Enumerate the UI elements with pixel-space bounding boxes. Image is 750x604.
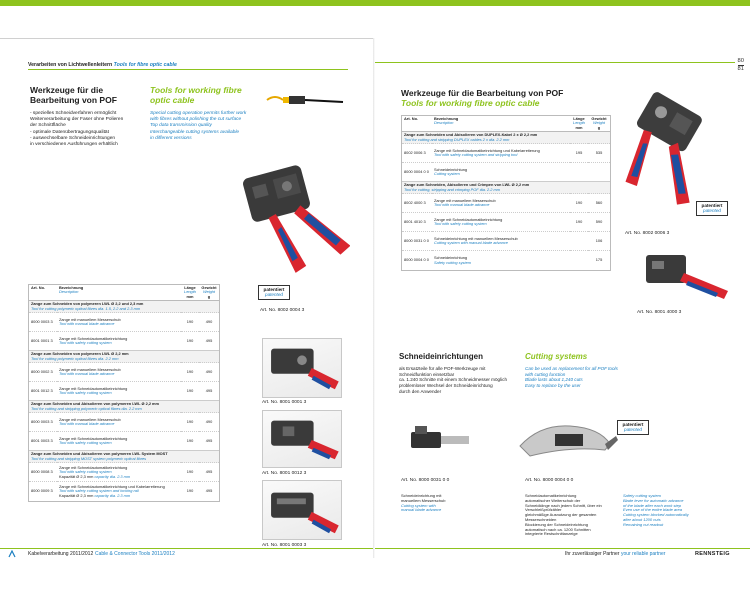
bullet-de: in verschiedenen Ausführungen erhältlich: [30, 142, 118, 148]
col-weight: [199, 285, 219, 301]
col-desc: [57, 285, 181, 301]
bullet-en: with fibres without polishing the cut surface: [150, 117, 242, 123]
art-no-main: Art. No. 8002 0004 3: [260, 308, 305, 313]
caption-b-en: Remaining cut readout: [623, 521, 664, 527]
cell-desc: [432, 232, 570, 251]
left-title-en: Tools for working fibre optic cable: [150, 85, 242, 105]
cutting-system-photo-b: [510, 406, 620, 474]
cell-desc-de: Zange mit Schneidautomatikeinrichtung und Kabelarretierung: [434, 147, 540, 153]
cell-desc: [57, 363, 181, 382]
fibre-connector-graphic: [265, 90, 345, 114]
col-weight-en: Weight: [592, 120, 606, 126]
cutting-caption-b-en: [623, 494, 723, 528]
art-no-photo-3: Art. No. 8001 0003 3: [262, 543, 307, 548]
cell-desc-en: Tool with safety cutting system: [59, 390, 112, 396]
cell-length: [570, 251, 588, 270]
caption-b-en: after about 1200 cuts: [623, 516, 661, 522]
cell-weight: [588, 163, 610, 182]
col-length-en: Length: [573, 120, 585, 126]
cutting-title-de: Schneideinrichtungen: [399, 352, 484, 361]
cutting-line-en: with cutting function: [525, 371, 566, 377]
bullet-en: Interchangeable cutting systems available: [150, 129, 240, 135]
cell-art: 8000 0003 3: [29, 413, 57, 432]
cell-weight: 175: [588, 251, 610, 270]
left-footer: [0, 548, 375, 558]
caption-b-en: Even use of the entire blade area: [623, 507, 682, 513]
tool-photo-3: [262, 480, 342, 540]
caption-b-de: Messerschneiden: [525, 516, 557, 522]
cell-desc: [432, 163, 570, 182]
left-bullets-en: [150, 111, 260, 142]
cell-weight: 590: [588, 213, 610, 232]
cell-desc: [57, 313, 181, 332]
cutting-line-en: Blade lasts about 1,240 cuts: [525, 377, 583, 383]
cell-desc-de: Zange mit Schneidautomatikeinrichtung: [59, 385, 128, 391]
col-art: Art. No.: [402, 116, 432, 132]
caption-b-de: gleichmäßige Ausnutzung der gesamten: [525, 512, 597, 518]
main-tool-photo: [232, 148, 350, 278]
cell-desc-de: Zange mit manuellem Messerschub: [59, 366, 121, 372]
cell-length: 190: [181, 432, 199, 451]
caption-b-de: Schneidklinge nach jedem Schnitt, über ein: [525, 502, 602, 508]
cell-desc-en: Tool with safety cutting system: [59, 440, 112, 446]
top-green-bar: [0, 0, 750, 6]
col-length: [570, 116, 588, 132]
cell-length: 190: [181, 463, 199, 482]
table-row: [402, 194, 610, 213]
cutting-text-de: [399, 366, 519, 395]
page-numbers: [738, 58, 744, 73]
col-weight-unit: g: [597, 124, 601, 130]
cell-length: 190: [570, 213, 588, 232]
caption-b-en: of the blade after each work step: [623, 502, 682, 508]
table-row: [402, 232, 610, 251]
col-weight: [588, 116, 610, 132]
cell-extra-de: Kapazität Ø 2,3 mm: [59, 473, 94, 479]
cell-art: 8001 0003 3: [29, 432, 57, 451]
header-rule: [28, 69, 348, 70]
left-title-de: Werkzeuge für die Bearbeitung von POF: [30, 85, 117, 105]
cutting-line-de: durch den Anwender: [399, 388, 442, 394]
col-length-unit: mm: [575, 124, 583, 130]
table-row: [29, 313, 219, 332]
cell-weight: 495: [199, 382, 219, 401]
group-title-en: Tool for cutting and stripping DUPLEX cables 2 x dia. 2.2 mm: [404, 136, 510, 142]
bullet-de: - optimale Datenübertragungsqualität: [30, 129, 109, 135]
cell-art: 8000 0004 0 0: [402, 163, 432, 182]
cell-length: 190: [181, 363, 199, 382]
art-no-duplex: Art. No. 8002 0006 3: [625, 231, 670, 236]
cell-desc: [57, 432, 181, 451]
cutting-line-en: Can be used as replacement for all POF tools: [525, 366, 618, 371]
cell-desc-en: Tool with manual blade advance: [59, 371, 115, 377]
col-desc-en: Description: [59, 289, 79, 295]
cell-length: 190: [181, 413, 199, 432]
patent-badge-right: [696, 201, 728, 216]
group-title-en: Tool for cutting and stripping MOST system polymeric optical fibres: [31, 455, 147, 461]
cell-desc-en: Cutting system: [434, 171, 460, 177]
cell-desc-de: Zange mit Schneidautomatikeinrichtung: [59, 464, 128, 470]
group-title-de: Zange zum Schneiden, Abisolieren und Crimpen von LWL Ø 2,2 mm: [404, 182, 530, 188]
table-row: [29, 363, 219, 382]
crimp-tool-photo: [640, 243, 730, 308]
art-no-cutting-b: Art. No. 8000 0004 0 0: [525, 478, 574, 483]
cell-desc: [432, 194, 570, 213]
section-header-en: Tools for fibre optic cable: [113, 62, 177, 68]
cutting-caption-a: [401, 494, 501, 513]
left-top-rule: [0, 38, 375, 39]
caption-b-de: integrierte Restschnittanzeige: [525, 531, 578, 537]
right-title-de: Werkzeuge für die Bearbeitung von POF: [401, 88, 564, 98]
page-number-right: 81: [737, 65, 744, 72]
col-weight-de: Gewicht: [591, 116, 607, 121]
group-title-de: Zange zum Schneiden von polymeren LWL Ø 2,2 mm: [31, 351, 129, 357]
cell-length: 190: [181, 382, 199, 401]
table-group-row: [29, 301, 219, 313]
cell-desc: [432, 213, 570, 232]
cutting-line-de: ca. 1.240 Schnitte mit einem Schneidmesser möglich: [399, 377, 508, 383]
section-header-de: Verarbeiten von Lichtwellenleitern: [28, 62, 113, 68]
bullet-en: Special cutting operation permits further work: [150, 111, 247, 116]
table-row: [29, 413, 219, 432]
cell-desc-en: Tool with manual blade advance: [59, 321, 115, 327]
cutting-text-en: [525, 366, 645, 389]
tool-photo-1: [262, 338, 342, 398]
table-group-row: [29, 351, 219, 363]
right-footer: [375, 548, 750, 558]
cell-weight: 495: [199, 432, 219, 451]
group-title-en: Tool for cutting and stripping polymeric optical fibres dia. 2.2 mm: [31, 405, 142, 411]
table-row: [402, 251, 610, 270]
tool-photo-2: [262, 410, 342, 468]
cell-art: 8000 0031 0 0: [402, 232, 432, 251]
left-page: [0, 38, 375, 558]
group-title-de: Zange zum Schneiden und Abisolieren von polymeren LWL Ø 2,2 mm: [31, 401, 159, 407]
patent-badge-en: patented: [265, 292, 283, 298]
group-title-en: Tool for cutting polymeric optical fibres dia. 1.5, 2.2 and 2.3 mm: [31, 305, 141, 311]
footer-brand-de: Kabelverarbeitung 2011/2012: [28, 551, 94, 557]
cell-art: 8000 0004 0 0: [402, 251, 432, 270]
cell-desc-en: Tool with safety cutting system: [59, 469, 112, 475]
bullet-en: Top data transmission quality: [150, 123, 212, 129]
bullet-de: - spezielles Schneidverfahren ermöglicht: [30, 111, 117, 116]
cell-desc-de: Schneideinrichtung mit manuellem Messerschub: [434, 235, 518, 241]
group-title-de: Zange zum Schneiden von polymeren LWL Ø 2,2 und 2,3 mm: [31, 301, 144, 307]
patent-badge: [258, 285, 290, 300]
col-weight-unit: g: [207, 293, 211, 299]
art-no-photo-1: Art. No. 8001 0001 3: [262, 400, 307, 405]
caption-b-en: Cutting system blocked automatically: [623, 512, 689, 518]
cell-art: 8001 0012 3: [29, 382, 57, 401]
cell-weight: 495: [199, 482, 219, 501]
table-row: [29, 482, 219, 501]
bullet-de: der Schnittfläche: [30, 123, 66, 129]
patent-badge-de: patentiert: [622, 422, 644, 427]
cell-art: 8002 0006 3: [402, 144, 432, 163]
patent-badge-de: patentiert: [263, 287, 285, 292]
cutting-system-photo-a: [405, 416, 475, 466]
caption-b-en: Safety cutting system: [623, 493, 662, 498]
art-no-photo-2: Art. No. 8001 0012 3: [262, 471, 307, 476]
table-row: [29, 332, 219, 351]
cell-desc: [57, 413, 181, 432]
patent-badge-en: patented: [624, 427, 642, 433]
cell-length: 190: [181, 482, 199, 501]
table-row: [402, 144, 610, 163]
col-length-de: Länge: [184, 285, 196, 290]
cell-desc-de: Zange mit Schneidautomatikeinrichtung und Kabelarretierung: [59, 483, 165, 489]
left-product-table: [28, 284, 220, 502]
patent-badge-cutting: [617, 420, 649, 435]
footer-partner-en: your reliable partner: [621, 551, 666, 557]
section-header: [28, 62, 177, 68]
cell-weight: 560: [588, 194, 610, 213]
caption-b-de: Schneidautomatikeinrichtung: [525, 493, 577, 498]
cell-desc: [57, 382, 181, 401]
bullet-de: Weiterverarbeitung der Faser ohne Polieren: [30, 117, 124, 123]
cell-desc: [57, 482, 181, 501]
col-desc-de: Bezeichnung: [434, 116, 459, 121]
cell-weight: 535: [588, 144, 610, 163]
cell-desc: [432, 144, 570, 163]
footer-brand-en: Cable & Connector Tools 2011/2012: [95, 551, 175, 557]
col-desc-en: Description: [434, 120, 454, 126]
caption-b-de: automatisch nach ca. 1200 Schnitten: [525, 526, 591, 532]
cell-art: 8001 4010 3: [402, 213, 432, 232]
cell-length: 195: [570, 144, 588, 163]
art-no-cutting-a: Art. No. 8000 0031 0 0: [401, 478, 450, 483]
col-length-de: Länge: [573, 116, 585, 121]
cutting-title-en: Cutting systems: [525, 352, 588, 361]
table-row: [29, 432, 219, 451]
cell-desc-en: Cutting system with manual blade advance: [434, 240, 508, 246]
cell-weight: 495: [199, 463, 219, 482]
bullet-de: - auswechselbare Schneideinrichtungen: [30, 135, 116, 141]
cutting-line-de: als Ersatzteile für alle POF-Werkzeuge mit: [399, 366, 486, 371]
cell-length: 190: [181, 313, 199, 332]
caption-a-en: Cutting system with: [401, 502, 436, 508]
cell-extra-en: capacity dia. 2.3 mm: [94, 492, 131, 498]
cell-desc-de: Zange mit Schneidautomatikeinrichtung: [434, 216, 503, 222]
cell-desc-en: Tool with manual blade advance: [434, 202, 490, 208]
table-row: [29, 463, 219, 482]
table-row: [29, 382, 219, 401]
caption-a-en: manual blade advance: [401, 507, 442, 513]
right-page: [375, 38, 750, 558]
rennsteig-logo: RENNSTEIG: [695, 551, 730, 557]
cell-desc-en: Tool with safety cutting system and locking rail: [59, 488, 139, 494]
cutting-line-de: problemloser Wechsel der Schneideinrichtung: [399, 383, 493, 389]
cell-art: 8000 0008 3: [29, 463, 57, 482]
cutting-line-en: Easy to replace by the user: [525, 383, 581, 389]
table-row: [402, 163, 610, 182]
cell-extra-de: Kapazität Ø 2,3 mm: [59, 492, 94, 498]
right-header-rule: [375, 62, 735, 63]
left-bullets-de: [30, 111, 140, 148]
cell-desc-en: Tool with manual blade advance: [59, 421, 115, 427]
cell-extra-en: capacity dia. 2.3 mm: [94, 473, 131, 479]
table-group-row: [402, 132, 610, 144]
cell-length: [570, 163, 588, 182]
col-desc-de: Bezeichnung: [59, 285, 84, 290]
table-group-row: [29, 401, 219, 413]
right-product-table: [401, 115, 611, 271]
cell-art: 8000 0009 3: [29, 482, 57, 501]
patent-badge-en: patented: [703, 208, 721, 214]
cell-length: 190: [570, 194, 588, 213]
caption-b-de: Blockierung der Schneideinrichtung: [525, 521, 588, 527]
cell-desc-de: Schneideinrichtung: [434, 166, 468, 172]
col-length-unit: mm: [186, 293, 194, 299]
cell-weight: 495: [199, 332, 219, 351]
footer-partner-de: Ihr zuverlässiger Partner: [565, 551, 620, 557]
cell-desc: [57, 463, 181, 482]
col-weight-en: Weight: [202, 289, 216, 295]
bullet-en: in different versions: [150, 135, 192, 141]
table-row: [402, 213, 610, 232]
caption-b-de: automatischer Weiterschub der: [525, 497, 581, 503]
group-title-de: Zange zum Schneiden und Abisolieren von polymeren LWL System MOST: [31, 451, 168, 457]
group-title-en: Tool for cutting polymeric optical fibres dia. 2.2 mm: [31, 355, 119, 361]
cell-desc-de: Zange mit Schneidautomatikeinrichtung: [59, 335, 128, 341]
cell-art: 8000 0003 3: [29, 313, 57, 332]
art-no-crimp: Art. No. 8001 4000 3: [637, 310, 682, 315]
table-group-row: [29, 451, 219, 463]
caption-b-en: Blade lever for automatic advance: [623, 497, 684, 503]
col-length: [181, 285, 199, 301]
cell-desc: [432, 251, 570, 270]
page-number-left: 80: [737, 58, 744, 64]
col-weight-de: Gewicht: [201, 285, 217, 290]
cell-weight: 106: [588, 232, 610, 251]
group-title-de: Zange zum Schneiden und Abisolieren von DUPLEX-Kabel 2 x Ø 2,2 mm: [404, 132, 538, 138]
cell-desc: [57, 332, 181, 351]
cell-desc-en: Tool with safety cutting system and stripping tool: [434, 152, 518, 158]
cell-art: 8002 4000 3: [402, 194, 432, 213]
cutting-line-de: Schneidfunktion einsetzbar: [399, 371, 455, 377]
group-title-en: Tool for cutting, stripping and crimping POF dia. 2.2 mm: [404, 186, 501, 192]
cell-art: 8001 0001 3: [29, 332, 57, 351]
cell-desc-de: Zange mit manuellem Messerschub: [434, 197, 496, 203]
logo-mark-icon: [8, 550, 16, 558]
cell-art: 8000 0002 3: [29, 363, 57, 382]
cell-weight: 490: [199, 313, 219, 332]
cell-desc-de: Zange mit manuellem Messerschub: [59, 316, 121, 322]
col-desc: [432, 116, 570, 132]
cell-weight: 490: [199, 413, 219, 432]
cell-length: 190: [181, 332, 199, 351]
cutting-caption-b-de: [525, 494, 625, 537]
table-group-row: [402, 182, 610, 194]
cell-desc-de: Schneideinrichtung: [434, 255, 468, 261]
cell-weight: 490: [199, 363, 219, 382]
patent-badge-de: patentiert: [701, 203, 723, 208]
duplex-tool-photo: [615, 88, 735, 213]
cell-desc-en: Tool with safety cutting system: [434, 221, 487, 227]
right-title-en: Tools for working fibre optic cable: [401, 98, 540, 108]
caption-a-de: manuellem Messerschub: [401, 497, 446, 503]
cell-length: [570, 232, 588, 251]
col-length-en: Length: [184, 289, 196, 295]
cell-desc-de: Zange mit manuellem Messerschub: [59, 416, 121, 422]
cell-desc-en: Safety cutting system: [434, 259, 471, 265]
caption-b-de: Verschleißprüfzähler: [525, 507, 562, 513]
cell-desc-en: Tool with safety cutting system: [59, 340, 112, 346]
caption-a-de: Schneideinrichtung mit: [401, 493, 442, 498]
cell-desc-de: Zange mit Schneidautomatikeinrichtung: [59, 435, 128, 441]
col-art: Art. No.: [29, 285, 57, 301]
